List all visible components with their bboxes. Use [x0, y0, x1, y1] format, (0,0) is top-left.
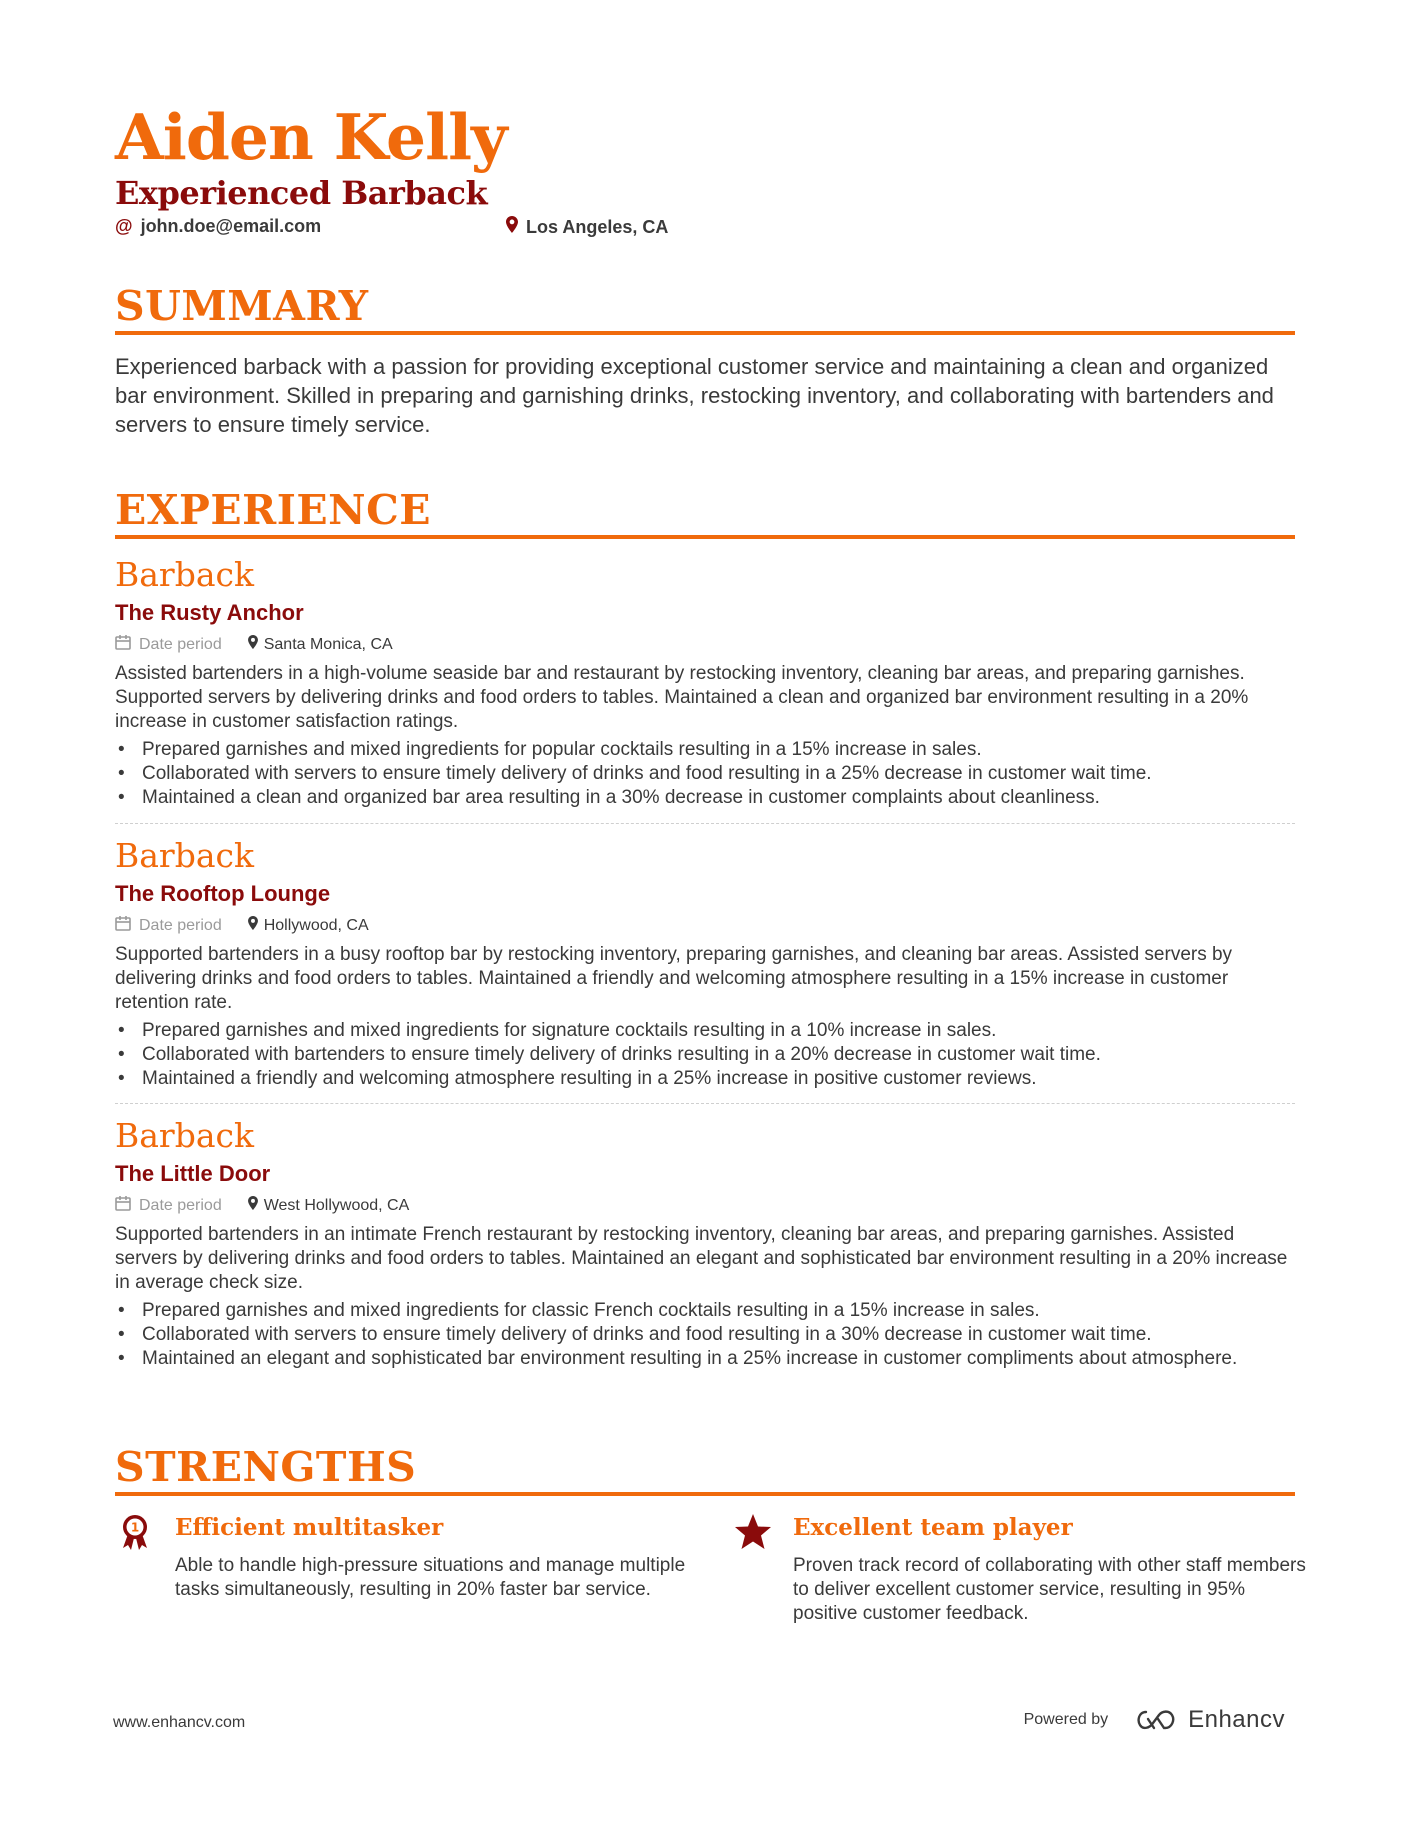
strength-title: Excellent team player [793, 1514, 1073, 1541]
calendar-icon [115, 634, 131, 656]
job-date-text: Date period [139, 636, 222, 653]
achievement-item: • Collaborated with servers to ensure timely delivery of drinks and food resulting in a 25% decrease in customer wait time. [115, 762, 1295, 786]
strength-description: Able to handle high-pressure situations and manage multiple tasks simultaneously, resulting in 20% faster bar service. [175, 1555, 686, 1600]
job-title: Barback [115, 836, 254, 875]
achievement-item: • Maintained an elegant and sophisticated bar environment resulting in a 25% increase in customer compliments about atmosphere. [115, 1347, 1295, 1371]
candidate-name: Aiden Kelly [115, 100, 507, 174]
strengths-heading: STRENGTHS [115, 1445, 1295, 1496]
contact-email[interactable] [115, 216, 321, 237]
achievement-item: • Prepared garnishes and mixed ingredients for classic French cocktails resulting in a 15% increase in sales. [115, 1299, 1295, 1323]
achievement-item: • Prepared garnishes and mixed ingredients for signature cocktails resulting in a 10% increase in sales. [115, 1019, 1295, 1043]
map-pin-icon [248, 915, 258, 937]
enhancv-logo[interactable] [1134, 1706, 1285, 1734]
contact-location [506, 216, 668, 238]
map-pin-icon [248, 1195, 258, 1217]
job-title: Barback [115, 1116, 254, 1155]
job-meta [115, 634, 1295, 656]
job-description: Supported bartenders in a busy rooftop bar by restocking inventory, preparing garnishes, and cleaning bar areas. Assisted servers by delivering drinks and food orders to tables. Maintained a friendly and welcoming atmosphere resulting in a 15% increase in customer retention rate. [115, 944, 1233, 1013]
job-location [248, 915, 369, 937]
company-name: The Little Door [115, 1161, 271, 1186]
star-icon [733, 1512, 773, 1552]
job-location [248, 634, 393, 656]
experience-heading: EXPERIENCE [115, 488, 1295, 539]
job-description: Assisted bartenders in a high-volume seaside bar and restaurant by restocking inventory, cleaning bar areas, and preparing garnishes. Supported servers by delivering drinks and food orders to tables. Maintained a clean and organized bar environment resulting in a 20% increase in customer satisfaction ratings. [115, 663, 1249, 732]
job-achievements [115, 1299, 1295, 1371]
company-name: The Rusty Anchor [115, 600, 304, 625]
map-pin-icon [248, 634, 258, 656]
job-meta [115, 915, 1295, 937]
experience-entry [115, 837, 1295, 1091]
candidate-title: Experienced Barback [115, 174, 488, 212]
achievement-item: • Maintained a friendly and welcoming atmosphere resulting in a 25% increase in positive customer reviews. [115, 1067, 1295, 1091]
powered-by-text: Powered by [1023, 1711, 1109, 1728]
location-text: Los Angeles, CA [526, 216, 669, 237]
job-date [115, 1195, 222, 1217]
job-location-text: West Hollywood, CA [263, 1197, 410, 1214]
job-achievements [115, 738, 1295, 810]
email-text: john.doe@email.com [140, 216, 322, 236]
entry-divider [115, 1103, 1295, 1104]
calendar-icon [115, 1195, 131, 1217]
footer-url[interactable]: www.enhancv.com [113, 1714, 246, 1731]
at-icon: @ [115, 216, 133, 236]
achievement-item: • Maintained a clean and organized bar area resulting in a 30% decrease in customer complaints about cleanliness. [115, 786, 1295, 810]
map-pin-icon [506, 216, 518, 238]
calendar-icon [115, 915, 131, 937]
brand-name: Enhancv [1188, 1706, 1285, 1733]
enhancv-logo-icon [1134, 1708, 1178, 1732]
experience-entry [115, 1117, 1295, 1371]
achievement-item: • Collaborated with servers to ensure timely delivery of drinks and food resulting in a 30% decrease in customer wait time. [115, 1323, 1295, 1347]
job-location [248, 1195, 410, 1217]
achievement-item: • Collaborated with bartenders to ensure timely delivery of drinks resulting in a 20% decrease in customer wait time. [115, 1043, 1295, 1067]
summary-text: Experienced barback with a passion for providing exceptional customer service and maintaining a clean and organized bar environment. Skilled in preparing and garnishing drinks, restocking inventory, and collaborating with bartenders and servers to ensure timely service. [115, 354, 1274, 437]
job-location-text: Hollywood, CA [263, 917, 369, 934]
strength-description: Proven track record of collaborating with other staff members to deliver excellent customer service, resulting in 95% positive customer feedback. [793, 1555, 1306, 1624]
job-meta [115, 1195, 1295, 1217]
entry-divider [115, 823, 1295, 824]
achievement-item: • Prepared garnishes and mixed ingredients for popular cocktails resulting in a 15% increase in sales. [115, 738, 1295, 762]
company-name: The Rooftop Lounge [115, 881, 331, 906]
job-title: Barback [115, 555, 254, 594]
award-ribbon-icon [115, 1512, 155, 1552]
job-achievements [115, 1019, 1295, 1091]
job-location-text: Santa Monica, CA [263, 636, 393, 653]
strength-title: Efficient multitasker [175, 1514, 444, 1541]
job-date [115, 634, 222, 656]
footer-branding [1024, 1706, 1285, 1734]
job-date-text: Date period [139, 1197, 222, 1214]
experience-entry [115, 556, 1295, 810]
job-description: Supported bartenders in an intimate French restaurant by restocking inventory, cleaning bar areas, and preparing garnishes. Assisted servers by delivering drinks and food orders to tables. Maintained an elegant and sophisticated bar environment resulting in a 20% increase in average check size. [115, 1224, 1288, 1293]
svg-text:1: 1 [130, 1520, 140, 1535]
summary-heading: SUMMARY [115, 284, 1295, 335]
job-date-text: Date period [139, 917, 222, 934]
job-date [115, 915, 222, 937]
